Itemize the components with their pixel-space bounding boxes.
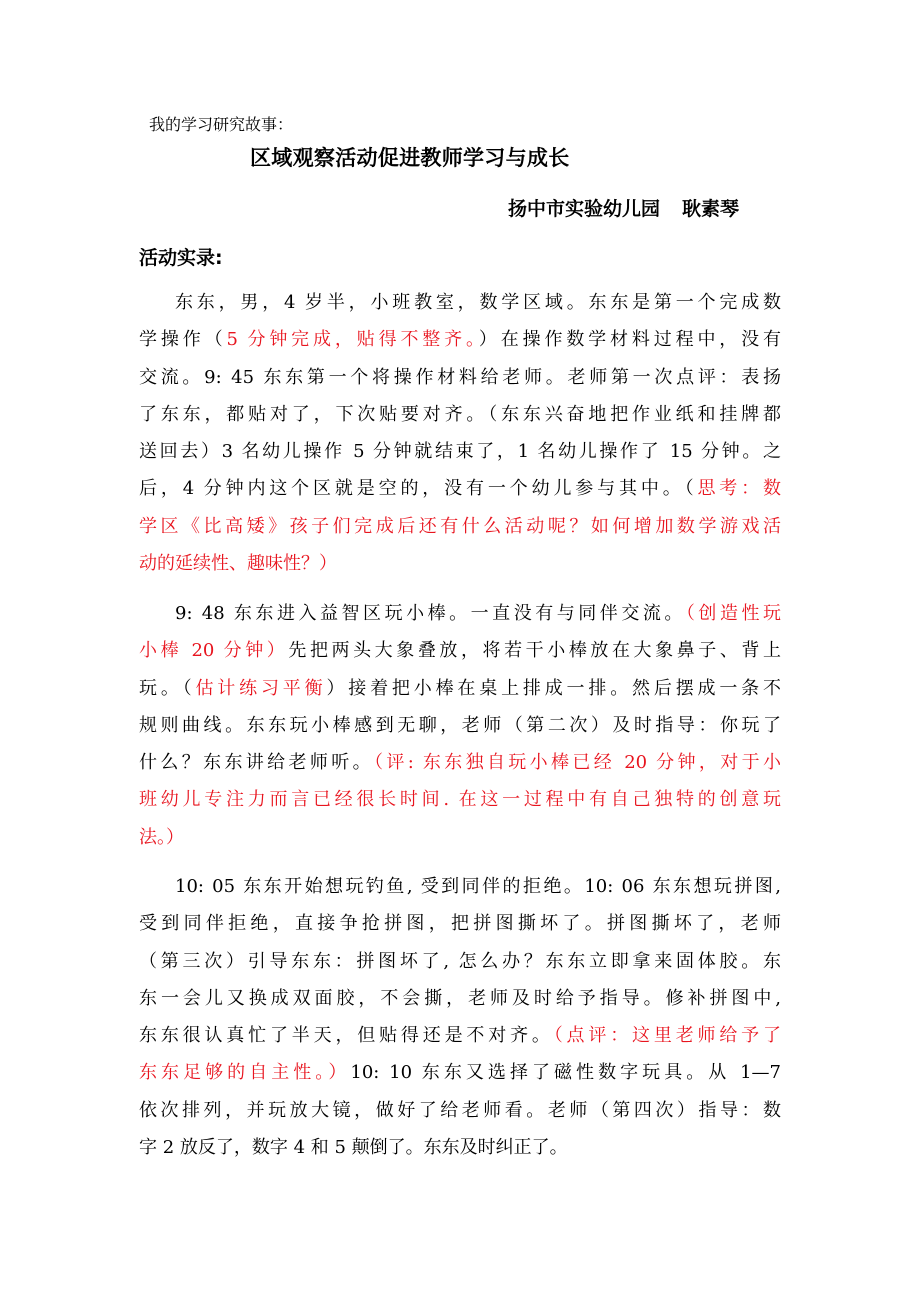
document-title: 区域观察活动促进教师学习与成长 bbox=[250, 146, 570, 170]
comment-text: 班幼儿专注力而言已经很长时间. 在这一过程中有自己独特的创意玩 bbox=[139, 789, 781, 811]
text-line bbox=[139, 508, 781, 545]
body-text: 了东东，都贴对了，下次贴要对齐。（东东兴奋地把作业纸和挂牌都 bbox=[139, 403, 781, 425]
comment-text: （点评：这里老师给予了 bbox=[553, 1025, 782, 1047]
comment-text: 思考：数 bbox=[697, 478, 782, 500]
text-line bbox=[139, 1092, 781, 1129]
body-text: 依次排列，并玩放大镜，做好了给老师看。老师（第四次）指导：数 bbox=[139, 1099, 781, 1121]
body-text: 规则曲线。东东玩小棒感到无聊，老师（第二次）及时指导：你玩了 bbox=[139, 714, 781, 736]
text-line bbox=[139, 595, 781, 632]
body-text: 送回去）3 名幼儿操作 5 分钟就结束了，1 名幼儿操作了 15 分钟。之 bbox=[139, 441, 781, 463]
story-label: 我的学习研究故事： bbox=[149, 115, 294, 134]
paragraph-3 bbox=[139, 868, 781, 1166]
comment-text: 学区《比高矮》孩子们完成后还有什么活动呢？如何增加数学游戏活 bbox=[139, 515, 781, 537]
text-line bbox=[139, 470, 781, 507]
paragraph-2 bbox=[139, 595, 781, 856]
body-text: 受到同伴拒绝，直接争抢拼图，把拼图撕坏了。拼图撕坏了，老师 bbox=[139, 913, 781, 935]
text-line bbox=[139, 545, 781, 582]
body-text: 后，4 分钟内这个区就是空的，没有一个幼儿参与其中。（ bbox=[139, 478, 698, 500]
body-text: 东东，男，4 岁半，小班教室，数学区域。东东是第一个完成数 bbox=[175, 292, 781, 313]
text-line bbox=[139, 744, 781, 781]
comment-text: （创造性玩 bbox=[685, 603, 781, 624]
body-text: 学操作（ bbox=[139, 329, 227, 351]
text-line bbox=[139, 1017, 781, 1054]
text-line bbox=[139, 1054, 781, 1091]
body-text: 9: 48 东东进入益智区玩小棒。一直没有与同伴交流。 bbox=[175, 603, 686, 624]
author-organization: 扬中市实验幼儿园 bbox=[508, 198, 661, 220]
section-heading: 活动实录: bbox=[139, 247, 223, 269]
text-line bbox=[139, 1129, 781, 1166]
body-text: 玩。（ bbox=[139, 677, 196, 699]
comment-text: （评: 东东独自玩小棒已经 20 分钟，对于小 bbox=[373, 752, 781, 774]
body-text: ）接着把小棒在桌上排成一排。然后摆成一条不 bbox=[326, 677, 782, 699]
text-line bbox=[139, 707, 781, 744]
text-line bbox=[139, 670, 781, 707]
body-text: 10: 05 东东开始想玩钓鱼, 受到同伴的拒绝。10: 06 东东想玩拼图, bbox=[175, 876, 781, 897]
body-text: 先把两头大象叠放，将若干小棒放在大象鼻子、背上 bbox=[288, 640, 781, 662]
body-text: ）在操作数学材料过程中，没有 bbox=[478, 329, 782, 351]
body-text: 东一会儿又换成双面胶，不会撕，老师及时给予指导。修补拼图中, bbox=[139, 987, 781, 1009]
paragraph-1 bbox=[139, 284, 781, 582]
text-line bbox=[139, 284, 781, 321]
text-line bbox=[139, 781, 781, 818]
author-name: 耿素琴 bbox=[682, 198, 740, 220]
comment-text: 东东足够的自主性。） bbox=[139, 1062, 351, 1084]
text-line bbox=[139, 359, 781, 396]
text-line bbox=[139, 868, 781, 905]
text-line bbox=[139, 396, 781, 433]
comment-text: 小棒 20 分钟） bbox=[139, 640, 289, 662]
text-line bbox=[139, 905, 781, 942]
body-text: 什么？东东讲给老师听。 bbox=[139, 752, 374, 774]
comment-text: 法。） bbox=[139, 826, 184, 848]
body-text: 东东很认真忙了半天，但贴得还是不对齐。 bbox=[139, 1025, 554, 1047]
body-text: 字 2 放反了，数字 4 和 5 颠倒了。东东及时纠正了。 bbox=[139, 1137, 568, 1159]
author-line bbox=[508, 194, 739, 224]
text-line bbox=[139, 943, 781, 980]
comment-text: 动的延续性、趣味性？） bbox=[139, 553, 337, 575]
comment-text: 估计练习平衡 bbox=[195, 677, 327, 699]
body-text: 10: 10 东东又选择了磁性数字玩具。从 1—7 bbox=[350, 1062, 781, 1084]
text-line bbox=[139, 819, 781, 856]
comment-text: 5 分钟完成，贴得不整齐。 bbox=[226, 329, 479, 351]
text-line bbox=[139, 980, 781, 1017]
text-line bbox=[139, 433, 781, 470]
body-text: （第三次）引导东东：拼图坏了, 怎么办？东东立即拿来固体胶。东 bbox=[139, 950, 781, 972]
body-text: 交流。9: 45 东东第一个将操作材料给老师。老师第一次点评：表扬 bbox=[139, 366, 781, 388]
text-line bbox=[139, 632, 781, 669]
text-line bbox=[139, 321, 781, 358]
